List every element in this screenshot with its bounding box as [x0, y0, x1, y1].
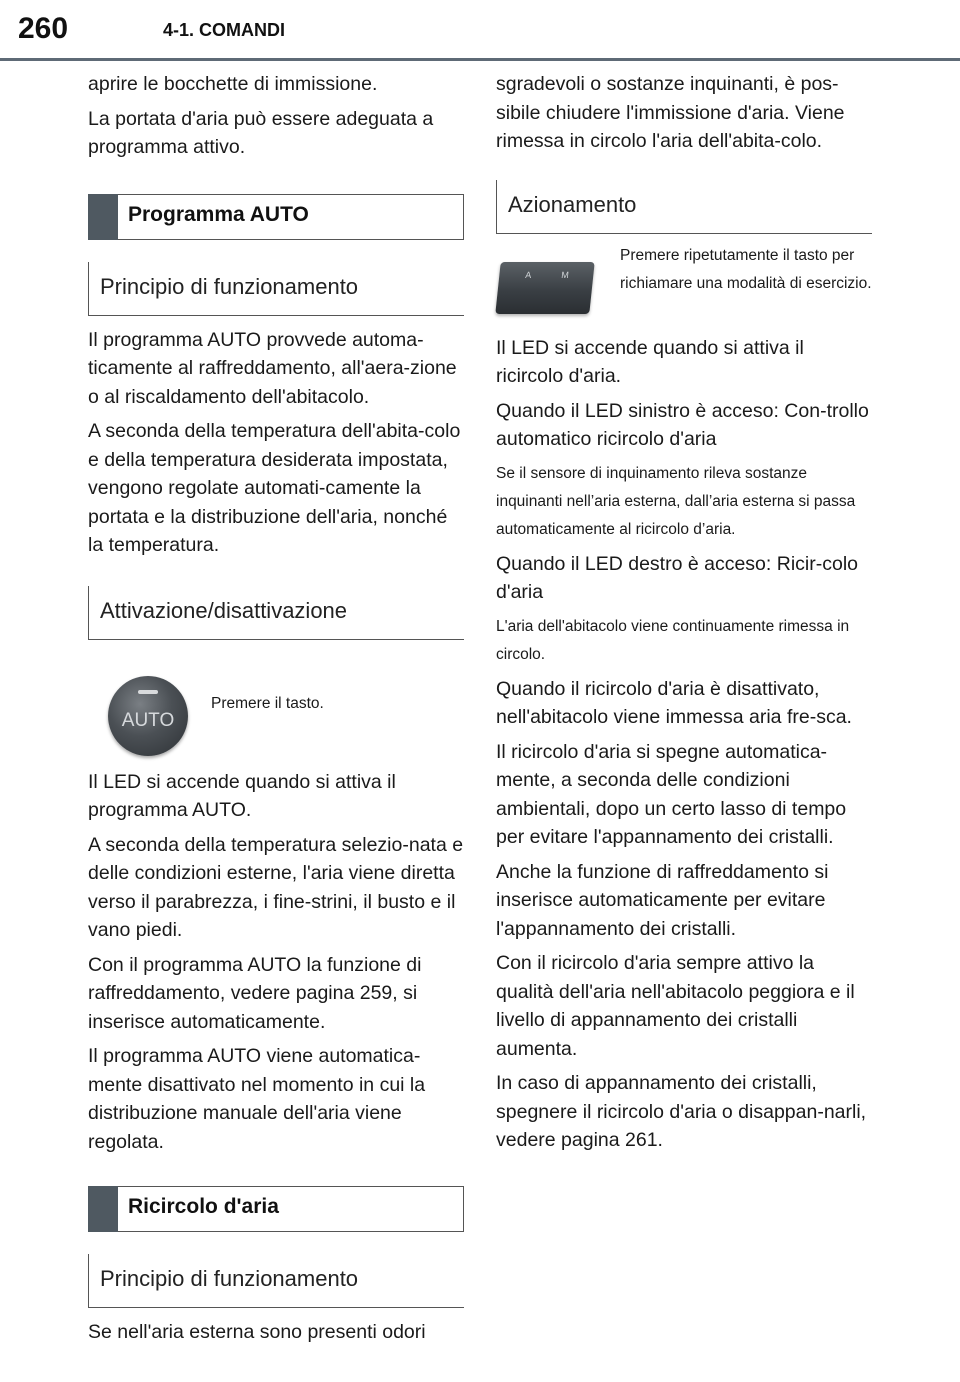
figure-caption: Premere il tasto.	[211, 694, 324, 712]
paragraph: Quando il LED sinistro è acceso: Con-trollo automatico ricircolo d'aria	[496, 399, 869, 450]
section-heading-auto	[88, 194, 464, 240]
header-divider	[0, 58, 960, 61]
paragraph: Il programma AUTO provvede automa-ticamente al raffreddamento, all'aera-zione o al riscaldamento dell'abitacolo.	[88, 328, 457, 408]
paragraph: sgradevoli o sostanze inquinanti, è pos-sibile chiudere l'immissione d'aria. Viene rimessa in circolo l'aria dell'abita-colo.	[496, 73, 845, 152]
paragraph: Quando il ricircolo d'aria è disattivato, nell'abitacolo viene immessa aria fre-sca.	[496, 677, 852, 728]
paragraph: Se nell'aria esterna sono presenti odori	[88, 1321, 426, 1343]
subheading-title: Azionamento	[508, 191, 637, 217]
subheading-attivazione	[88, 586, 464, 640]
paragraph: Anche la funzione di raffreddamento si inserisce automaticamente per evitare l'appannamento dei cristalli.	[496, 860, 829, 940]
subheading-title: Principio di funzionamento	[100, 1266, 359, 1291]
note-paragraph: L'aria dell'abitacolo viene continuamente rimessa in circolo.	[496, 617, 850, 663]
figure-caption: Premere ripetutamente il tasto per richiamare una modalità di esercizio.	[620, 246, 872, 292]
paragraph: Il ricircolo d'aria si spegne automatica-mente, a seconda delle condizioni ambientali, dopo un certo lasso di tempo per evitare l'appannamento dei cristalli.	[496, 740, 847, 848]
section-title: Ricircolo d'aria	[128, 1195, 279, 1218]
paragraph: Con il ricircolo d'aria sempre attivo la qualità dell'aria nell'abitacolo peggiora e il livello di appannamento dei cristalli aumenta.	[496, 952, 855, 1060]
auto-button-icon	[108, 676, 188, 756]
button-label-m: M	[560, 269, 570, 280]
paragraph: In caso di appannamento dei cristalli, spegnere il ricircolo d'aria o disappan-narli, vedere pagina 261.	[496, 1072, 867, 1151]
led-indicator	[138, 690, 158, 694]
figure-auto-button	[88, 676, 466, 780]
section-bar	[88, 1186, 118, 1232]
chapter-title: 4-1. COMANDI	[163, 20, 286, 40]
paragraph: A seconda della temperatura selezio-nata e delle condizioni esterne, l'aria viene diretta verso il parabrezza, i fine-strini, il busto e il vano piedi.	[88, 833, 464, 941]
subheading-title: Attivazione/disattivazione	[100, 597, 348, 623]
subheading-azionamento	[496, 180, 872, 234]
paragraph: Quando il LED destro è acceso: Ricir-colo d'aria	[496, 552, 858, 603]
note-paragraph: Se il sensore di inquinamento rileva sostanze inquinanti nell’aria esterna, dall’aria esterna si passa automaticamente al ricircolo d’aria.	[496, 464, 856, 538]
figure-recirc-button	[496, 242, 874, 334]
paragraph: aprire le bocchette di immissione.	[88, 73, 378, 95]
section-title: Programma AUTO	[128, 202, 309, 226]
paragraph: La portata d'aria può essere adeguata a programma attivo.	[88, 107, 434, 158]
button-label-a: A	[524, 269, 532, 280]
recirculation-button-icon	[495, 262, 594, 314]
page-number: 260	[18, 12, 69, 45]
paragraph: Con il programma AUTO la funzione di raffreddamento, vedere pagina 259, si inserisce automaticamente.	[88, 953, 422, 1033]
right-column	[496, 62, 874, 1161]
subheading-principio-2	[88, 1254, 464, 1308]
auto-button-label: AUTO	[121, 709, 175, 731]
paragraph: Il programma AUTO viene automatica-mente disattivato nel momento in cui la distribuzione manuale dell'aria viene regolata.	[88, 1045, 426, 1153]
left-column	[88, 62, 466, 1353]
subheading-principio	[88, 262, 464, 316]
section-bar	[88, 194, 118, 240]
subheading-title: Principio di funzionamento	[100, 273, 359, 299]
section-heading-ricircolo	[88, 1186, 464, 1232]
page-header	[0, 0, 960, 60]
paragraph: Il LED si accende quando si attiva il ricircolo d'aria.	[496, 336, 804, 387]
paragraph: A seconda della temperatura dell'abita-colo e della temperatura desiderata impostata, vengono regolate automati-camente la portata e la distribuzione dell'aria, nonché la temperatura.	[88, 420, 461, 556]
paragraph: Il LED si accende quando si attiva il programma AUTO.	[88, 770, 396, 821]
